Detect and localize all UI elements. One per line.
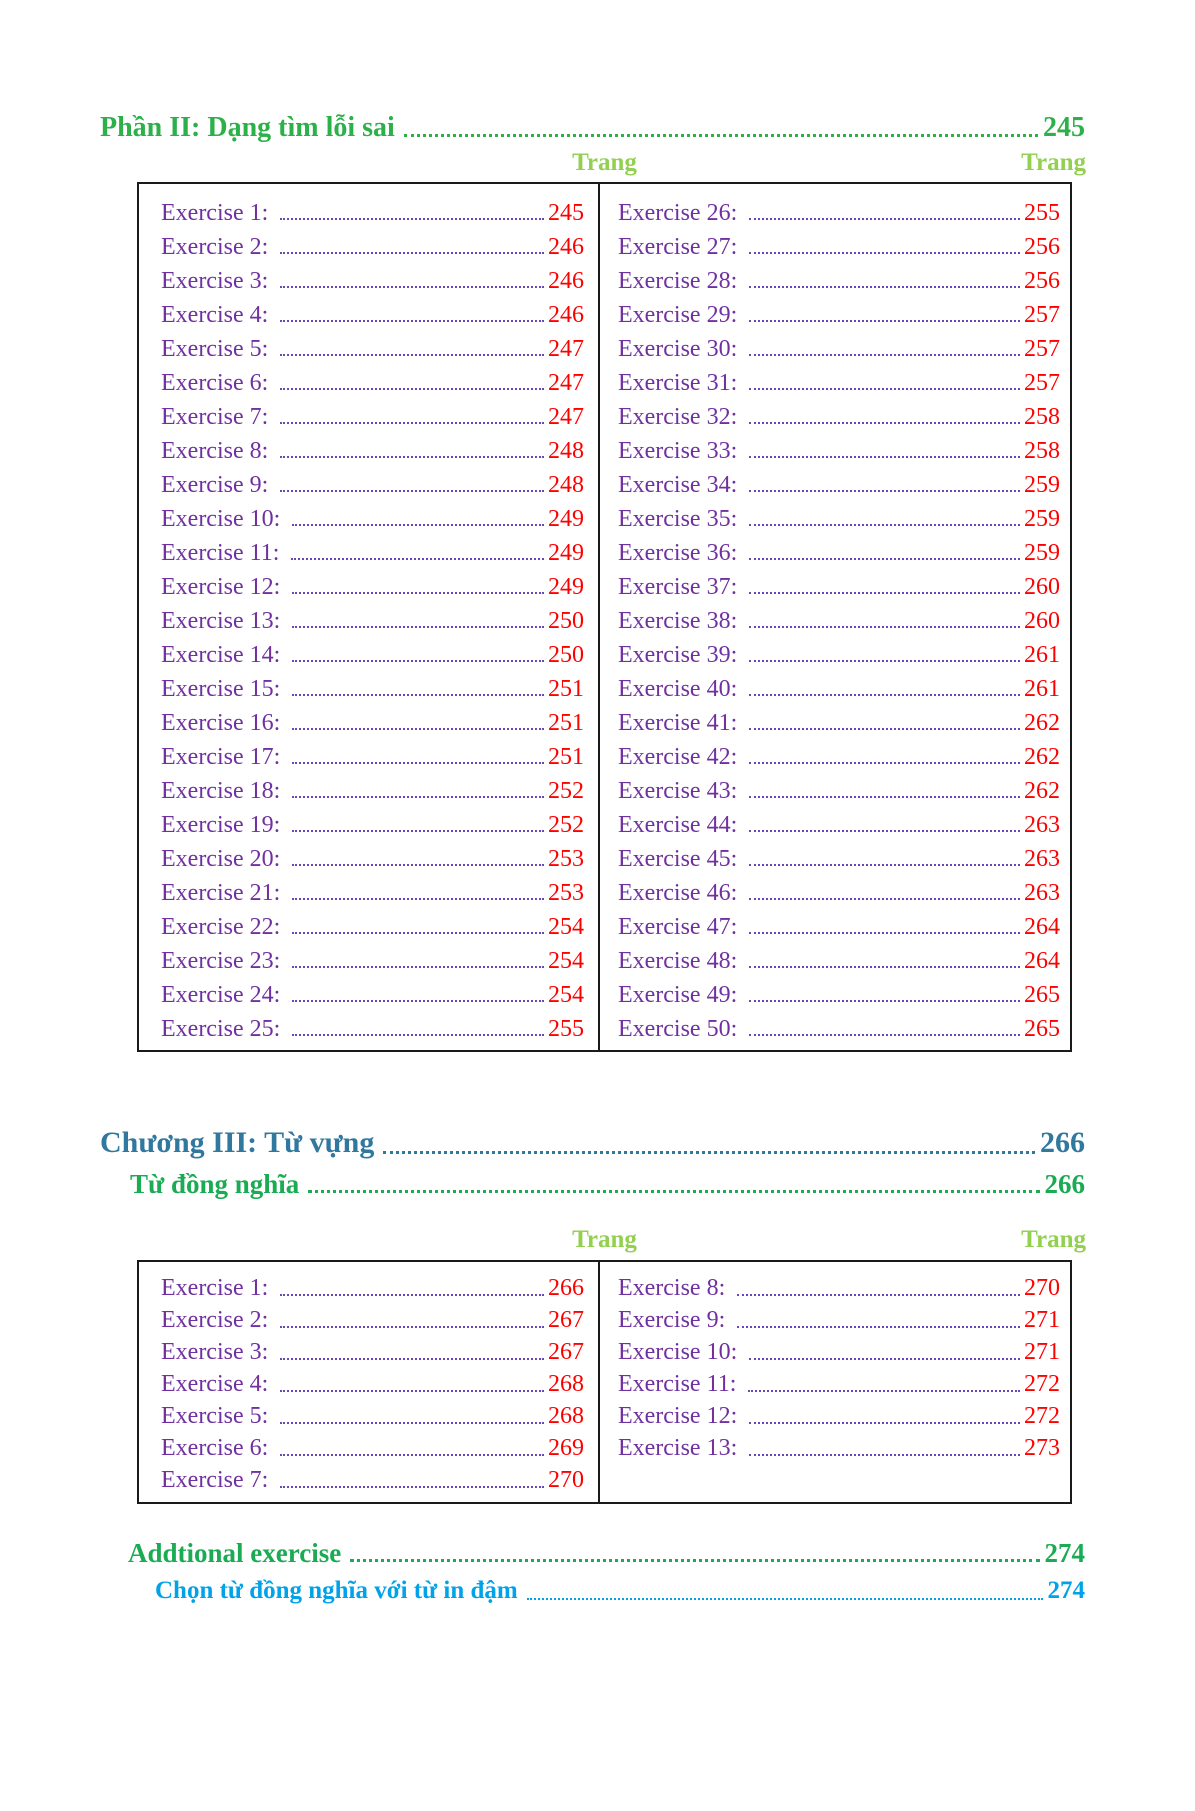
toc-row [161,396,584,430]
exercise-label: Exercise 10: [617,1339,738,1366]
toc-row [618,600,1060,634]
trang-header-row-1 [137,144,1086,178]
page-number: 254 [547,947,584,974]
dot-leader [350,1559,1039,1562]
exercise-label: Exercise 6: [161,1435,269,1462]
toc-row [618,362,1060,396]
exercise-label: Exercise 12: [161,573,281,600]
synonym-exercise-table [137,1260,1072,1504]
dot-leader [308,1190,1039,1193]
toc-row [161,1008,584,1042]
heading-additional-exercise-label: Addtional exercise [128,1537,342,1568]
page-number: 246 [547,233,584,260]
dot-leader [749,830,1020,832]
exercise-label: Exercise 1: [161,199,269,226]
page-number: 270 [547,1467,584,1494]
page-number: 245 [547,199,584,226]
exercise-label: Exercise 50: [617,1015,738,1042]
page-number: 272 [1023,1403,1060,1430]
page-number: 271 [1023,1307,1060,1334]
page-number: 258 [1023,403,1060,430]
exercise-label: Exercise 44: [617,811,738,838]
page-number: 248 [547,437,584,464]
page-number: 259 [1023,471,1060,498]
page-number: 266 [547,1275,584,1302]
dot-leader [292,524,544,526]
exercise-label: Exercise 43: [617,777,738,804]
heading-tu-dong-nghia [130,1169,1085,1200]
dot-leader [292,626,544,628]
toc-row [618,940,1060,974]
exercise-label: Exercise 37: [617,573,738,600]
exercise-label: Exercise 22: [161,913,281,940]
dot-leader [280,1486,544,1488]
toc-row [618,566,1060,600]
dot-leader [292,1034,544,1036]
dot-leader [280,1358,544,1360]
dot-leader [292,694,544,696]
dot-leader [737,1294,1020,1296]
toc-row [618,634,1060,668]
dot-leader [292,898,544,900]
trang-label-right: Trang [1021,1226,1086,1254]
exercise-label: Exercise 7: [161,403,269,430]
dot-leader [749,592,1020,594]
table2-column-left [139,1262,598,1502]
toc-row [161,192,584,226]
exercise-label: Exercise 33: [617,437,738,464]
page-number: 246 [547,267,584,294]
exercise-label: Exercise 19: [161,811,281,838]
dot-leader [749,218,1020,220]
page-number: 252 [547,811,584,838]
heading-phan-ii-page: 245 [1043,112,1085,143]
exercise-label: Exercise 26: [617,199,738,226]
exercise-label: Exercise 7: [161,1467,269,1494]
toc-row [161,940,584,974]
toc-row [161,464,584,498]
exercise-label: Exercise 3: [161,267,269,294]
exercise-label: Exercise 16: [161,709,281,736]
exercise-label: Exercise 3: [161,1339,269,1366]
toc-row [618,1302,1060,1334]
toc-row [618,668,1060,702]
toc-row [161,362,584,396]
exercise-label: Exercise 12: [617,1403,738,1430]
dot-leader [292,966,544,968]
dot-leader [749,286,1020,288]
dot-leader [737,1326,1020,1328]
dot-leader [749,1422,1020,1424]
page-number: 248 [547,471,584,498]
toc-row [618,838,1060,872]
toc-row [161,634,584,668]
toc-row [618,1270,1060,1302]
dot-leader [749,694,1020,696]
page-number: 247 [547,403,584,430]
toc-row [161,430,584,464]
toc-row [161,498,584,532]
dot-leader [292,660,544,662]
toc-row [161,1334,584,1366]
dot-leader [749,524,1020,526]
page-number: 258 [1023,437,1060,464]
toc-row [161,328,584,362]
toc-row [618,1398,1060,1430]
exercise-label: Exercise 9: [617,1307,726,1334]
page-number: 255 [547,1015,584,1042]
toc-row [161,1270,584,1302]
dot-leader [280,218,544,220]
page-number: 254 [547,913,584,940]
table2-column-right [598,1262,1070,1502]
toc-row [618,532,1060,566]
exercise-label: Exercise 36: [617,539,738,566]
exercise-label: Exercise 10: [161,505,281,532]
toc-row [161,226,584,260]
table1-column-right [598,184,1070,1050]
dot-leader [292,864,544,866]
page-number: 263 [1023,811,1060,838]
exercise-label: Exercise 29: [617,301,738,328]
heading-chon-tu-page: 274 [1047,1576,1085,1604]
dot-leader [292,796,544,798]
dot-leader [749,422,1020,424]
dot-leader [749,966,1020,968]
toc-row [618,1008,1060,1042]
page-number: 261 [1023,641,1060,668]
dot-leader [280,1390,544,1392]
dot-leader [404,134,1038,137]
page-number: 246 [547,301,584,328]
page-number: 264 [1023,913,1060,940]
dot-leader [280,320,544,322]
toc-row [161,1398,584,1430]
dot-leader [292,830,544,832]
dot-leader [292,932,544,934]
exercise-label: Exercise 24: [161,981,281,1008]
toc-row [161,294,584,328]
page-number: 259 [1023,539,1060,566]
dot-leader [280,456,544,458]
dot-leader [292,762,544,764]
heading-phan-ii-label: Phần II: Dạng tìm lỗi sai [100,112,395,143]
heading-phan-ii [100,112,1085,144]
toc-row [618,702,1060,736]
toc-row [618,974,1060,1008]
dot-leader [749,626,1020,628]
exercise-label: Exercise 18: [161,777,281,804]
page-number: 261 [1023,675,1060,702]
toc-row [161,532,584,566]
dot-leader [291,558,544,560]
exercise-label: Exercise 30: [617,335,738,362]
exercise-label: Exercise 9: [161,471,269,498]
exercise-label: Exercise 35: [617,505,738,532]
toc-row [618,804,1060,838]
toc-row [161,736,584,770]
dot-leader [280,1294,544,1296]
exercise-label: Exercise 40: [617,675,738,702]
exercise-label: Exercise 31: [617,369,738,396]
page-number: 257 [1023,369,1060,396]
exercise-label: Exercise 1: [161,1275,269,1302]
exercise-label: Exercise 20: [161,845,281,872]
dot-leader [292,592,544,594]
exercise-label: Exercise 15: [161,675,281,702]
trang-label-right: Trang [1021,148,1086,176]
exercise-label: Exercise 49: [617,981,738,1008]
dot-leader [280,388,544,390]
toc-row [161,974,584,1008]
dot-leader [280,354,544,356]
dot-leader [749,762,1020,764]
page-number: 267 [547,1307,584,1334]
toc-row [618,192,1060,226]
heading-tu-dong-nghia-page: 266 [1044,1168,1085,1199]
page-number: 264 [1023,947,1060,974]
page-number: 247 [547,335,584,362]
page-number: 265 [1023,1015,1060,1042]
dot-leader [749,388,1020,390]
exercise-label: Exercise 11: [161,539,280,566]
exercise-label: Exercise 34: [617,471,738,498]
page-number: 251 [547,675,584,702]
page-number: 255 [1023,199,1060,226]
page-number: 249 [547,539,584,566]
dot-leader [749,796,1020,798]
page-number: 268 [547,1371,584,1398]
exercise-label: Exercise 13: [617,1435,738,1462]
toc-row [618,1334,1060,1366]
toc-row [618,430,1060,464]
toc-row [618,260,1060,294]
exercise-label: Exercise 48: [617,947,738,974]
page-number: 271 [1023,1339,1060,1366]
trang-header-row-2 [137,1222,1086,1256]
dot-leader [280,286,544,288]
exercise-label: Exercise 25: [161,1015,281,1042]
toc-row [618,906,1060,940]
page-number: 251 [547,743,584,770]
dot-leader [749,558,1020,560]
toc-row [618,498,1060,532]
page-number: 267 [547,1339,584,1366]
dot-leader [292,728,544,730]
page-number: 249 [547,505,584,532]
dot-leader [383,1151,1035,1154]
dot-leader [280,1326,544,1328]
heading-tu-dong-nghia-label: Từ đồng nghĩa [130,1168,300,1199]
heading-chuong-iii-label: Chương III: Từ vựng [100,1126,375,1160]
toc-row [618,872,1060,906]
toc-row [161,702,584,736]
page-number: 262 [1023,777,1060,804]
page-number: 256 [1023,233,1060,260]
exercise-label: Exercise 46: [617,879,738,906]
heading-chon-tu-label: Chọn từ đồng nghĩa với từ in đậm [155,1576,518,1604]
heading-chuong-iii-page: 266 [1040,1126,1085,1160]
exercise-label: Exercise 2: [161,233,269,260]
toc-row [161,1366,584,1398]
dot-leader [280,490,544,492]
toc-row [161,906,584,940]
page-number: 260 [1023,573,1060,600]
toc-row [161,838,584,872]
heading-additional-exercise [128,1538,1085,1569]
page-number: 259 [1023,505,1060,532]
dot-leader [749,1000,1020,1002]
exercise-label: Exercise 42: [617,743,738,770]
page-number: 252 [547,777,584,804]
dot-leader [280,252,544,254]
toc-row [618,328,1060,362]
page-number: 273 [1023,1435,1060,1462]
trang-label-left: Trang [572,148,637,176]
page-number: 268 [547,1403,584,1430]
dot-leader [749,252,1020,254]
toc-row [161,1302,584,1334]
dot-leader [749,1358,1020,1360]
page-number: 256 [1023,267,1060,294]
exercise-label: Exercise 47: [617,913,738,940]
page-number: 253 [547,879,584,906]
exercise-label: Exercise 11: [617,1371,737,1398]
page-number: 260 [1023,607,1060,634]
exercise-label: Exercise 32: [617,403,738,430]
dot-leader [749,354,1020,356]
page-number: 247 [547,369,584,396]
page-number: 249 [547,573,584,600]
page-number: 272 [1023,1371,1060,1398]
toc-row [618,226,1060,260]
exercise-label: Exercise 8: [161,437,269,464]
exercise-label: Exercise 5: [161,335,269,362]
dot-leader [280,1454,544,1456]
toc-row [161,668,584,702]
exercise-label: Exercise 28: [617,267,738,294]
toc-row [618,736,1060,770]
toc-row [161,566,584,600]
toc-row [161,1462,584,1494]
exercise-label: Exercise 39: [617,641,738,668]
exercise-label: Exercise 8: [617,1275,726,1302]
heading-additional-exercise-page: 274 [1044,1537,1085,1568]
page-number: 250 [547,607,584,634]
heading-chuong-iii [100,1126,1085,1161]
exercise-label: Exercise 23: [161,947,281,974]
dot-leader [292,1000,544,1002]
exercise-label: Exercise 41: [617,709,738,736]
exercise-label: Exercise 2: [161,1307,269,1334]
error-finding-exercise-table [137,182,1072,1052]
exercise-label: Exercise 4: [161,301,269,328]
dot-leader [749,932,1020,934]
toc-row [161,804,584,838]
exercise-label: Exercise 45: [617,845,738,872]
page-number: 251 [547,709,584,736]
page-number: 253 [547,845,584,872]
exercise-label: Exercise 17: [161,743,281,770]
dot-leader [749,898,1020,900]
page-number: 263 [1023,879,1060,906]
toc-row [618,1430,1060,1462]
toc-row [618,464,1060,498]
dot-leader [749,728,1020,730]
page-number: 269 [547,1435,584,1462]
dot-leader [527,1598,1043,1600]
dot-leader [280,1422,544,1424]
page-number: 257 [1023,301,1060,328]
page-number: 265 [1023,981,1060,1008]
dot-leader [748,1390,1020,1392]
dot-leader [749,660,1020,662]
page-number: 262 [1023,743,1060,770]
exercise-label: Exercise 38: [617,607,738,634]
dot-leader [749,1034,1020,1036]
exercise-label: Exercise 4: [161,1371,269,1398]
page-number: 263 [1023,845,1060,872]
toc-row [161,770,584,804]
toc-row [161,600,584,634]
page-number: 250 [547,641,584,668]
dot-leader [749,320,1020,322]
toc-row [161,872,584,906]
exercise-label: Exercise 6: [161,369,269,396]
page-number: 262 [1023,709,1060,736]
table1-column-left [139,184,598,1050]
dot-leader [280,422,544,424]
dot-leader [749,864,1020,866]
toc-row [618,770,1060,804]
page-number: 270 [1023,1275,1060,1302]
exercise-label: Exercise 5: [161,1403,269,1430]
dot-leader [749,456,1020,458]
heading-chon-tu [155,1577,1085,1606]
exercise-label: Exercise 14: [161,641,281,668]
trang-label-left: Trang [572,1226,637,1254]
toc-row [161,1430,584,1462]
toc-row [618,1366,1060,1398]
toc-row [161,260,584,294]
exercise-label: Exercise 13: [161,607,281,634]
dot-leader [749,490,1020,492]
page-number: 254 [547,981,584,1008]
page-number: 257 [1023,335,1060,362]
exercise-label: Exercise 27: [617,233,738,260]
dot-leader [749,1454,1020,1456]
toc-row [618,294,1060,328]
toc-row [618,396,1060,430]
exercise-label: Exercise 21: [161,879,281,906]
